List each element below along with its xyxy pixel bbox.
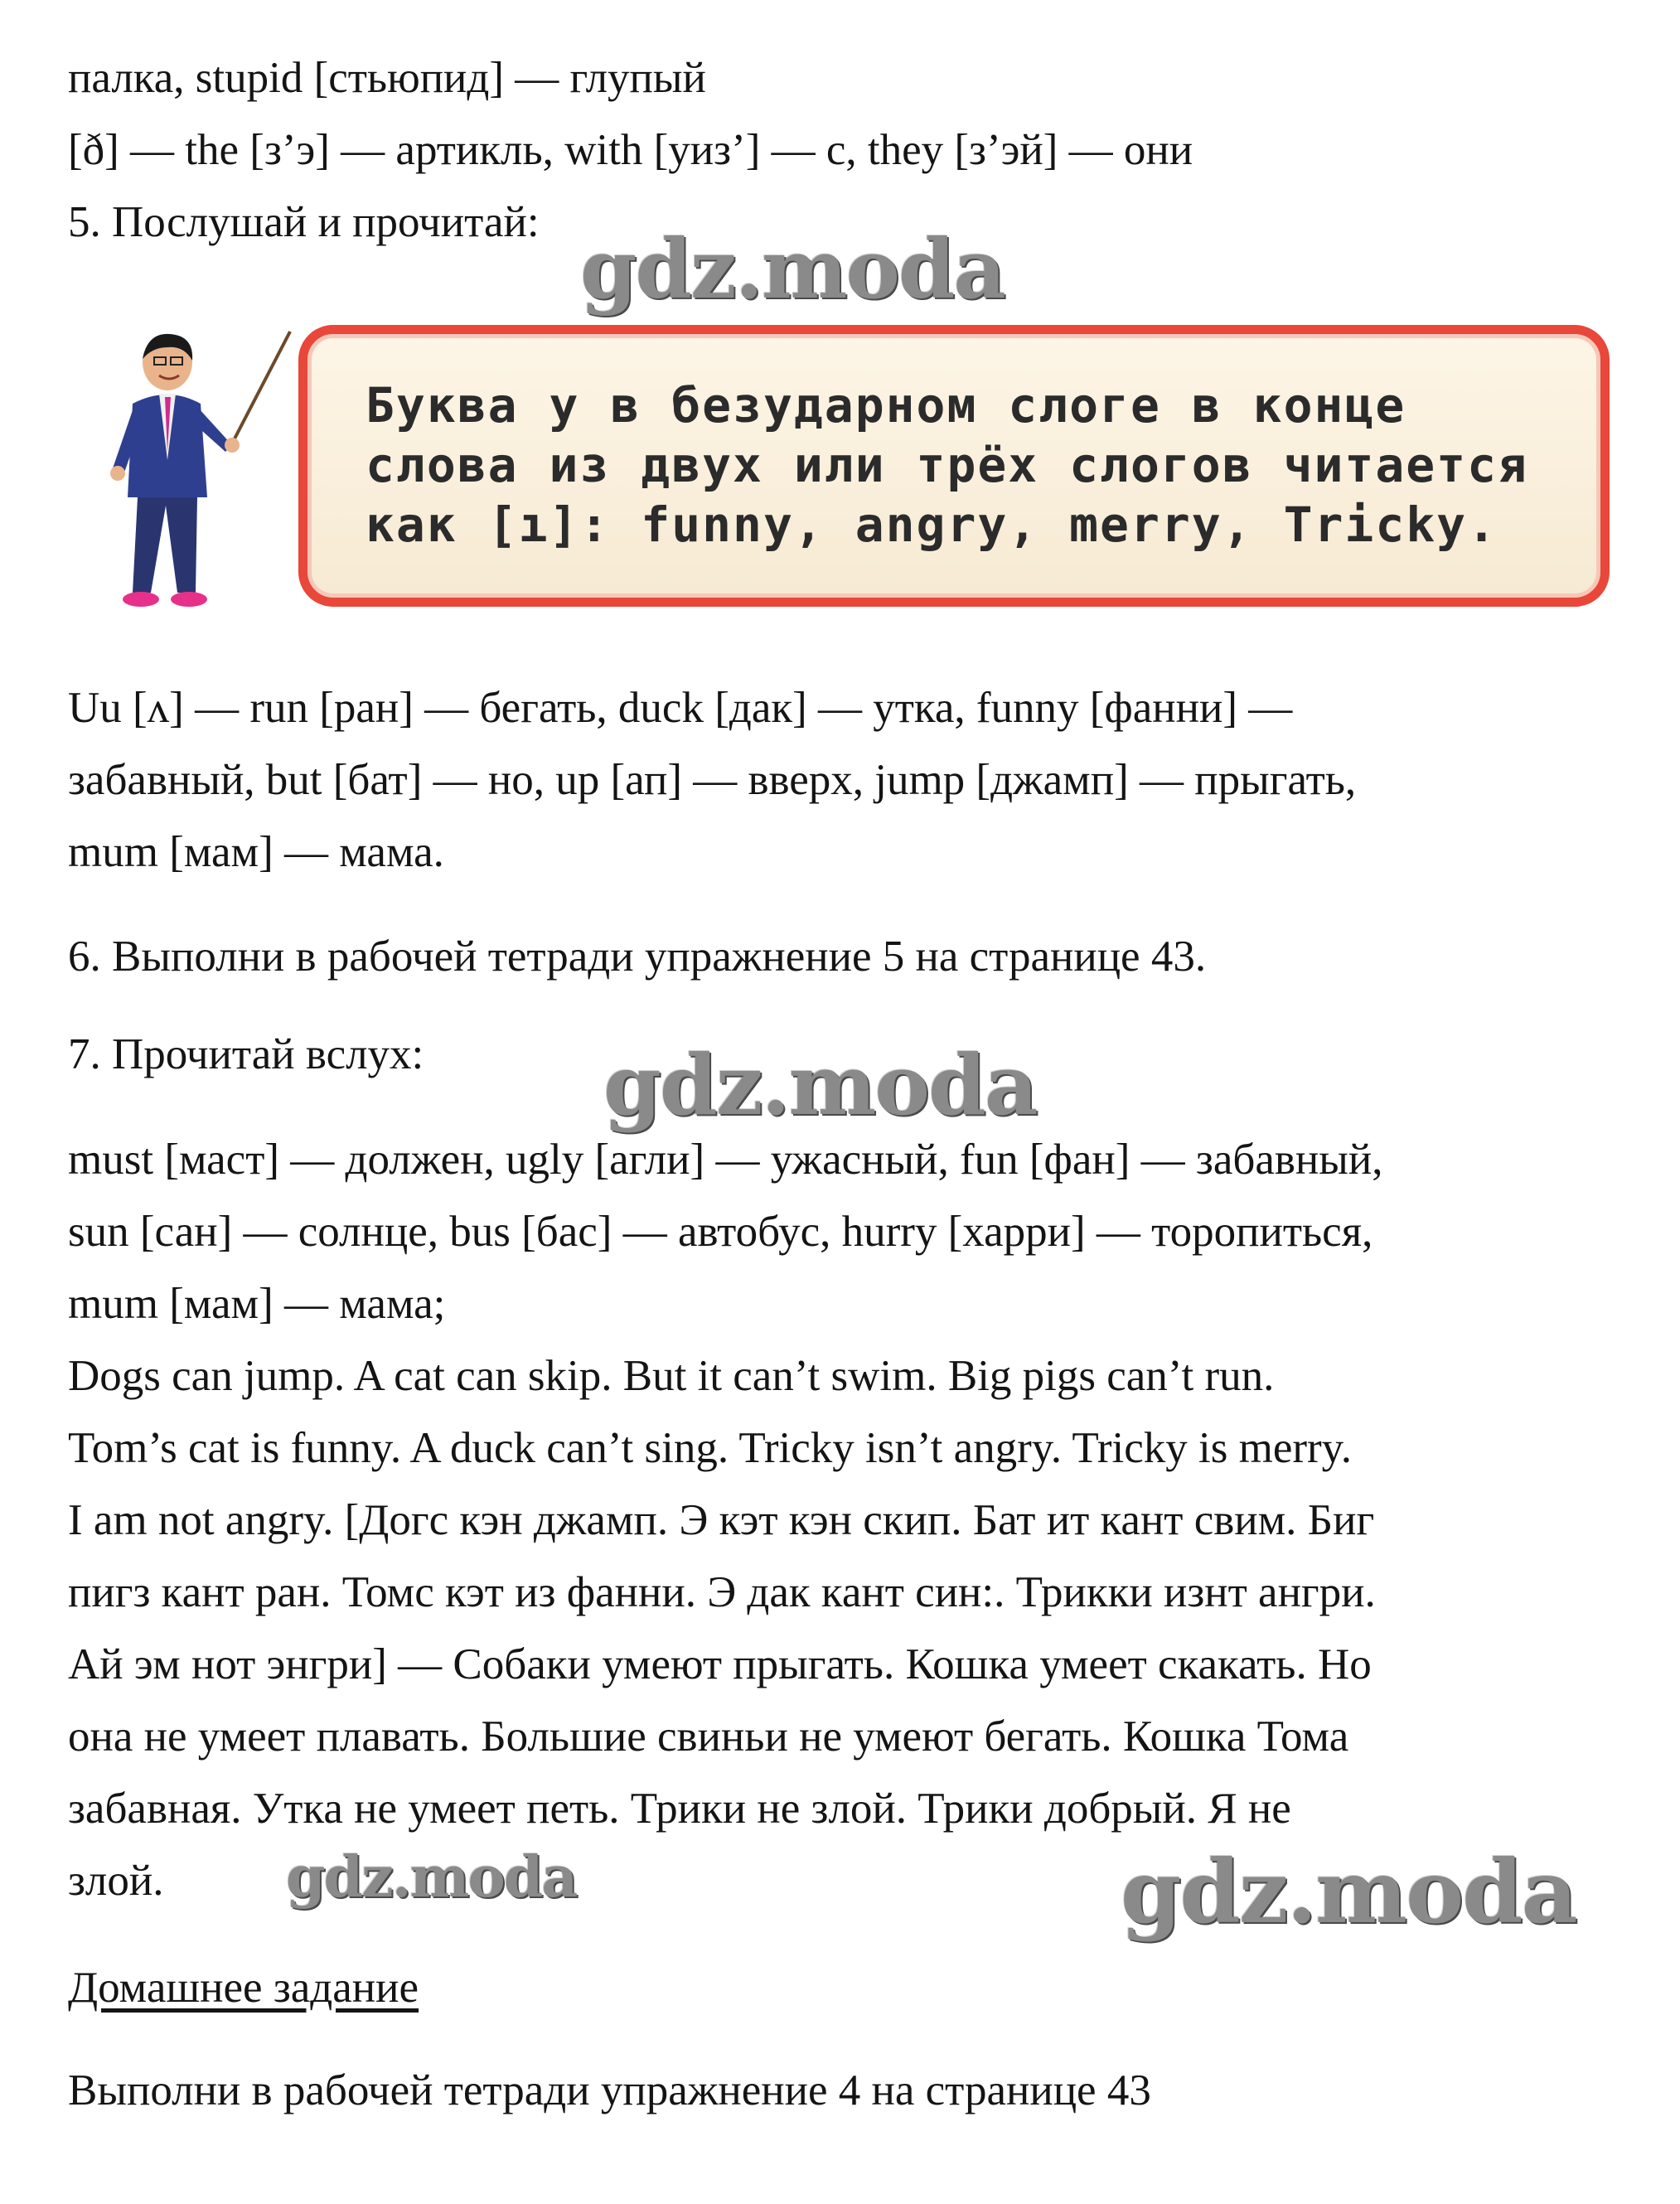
homework-title: Домашнее задание [68,1964,419,2012]
reading-line: Tom’s cat is funny. A duck can’t sing. Tricky isn’t angry. Tricky is merry. [68,1424,1352,1472]
watermark: gdz.moda [603,1036,1037,1134]
rule-box [298,325,1610,607]
task-6: 6. Выполни в рабочей тетради упражнение 5 на странице 43. [68,932,1207,981]
task-7-heading: 7. Прочитай вслух: [68,1030,424,1078]
rule-line: слова из двух или трёх слогов читается [366,437,1528,493]
reading-line: I am not angry. [Догс кэн джамп. Э кэт кэн скип. Бат ит кант свим. Биг [68,1496,1375,1544]
rule-line: Буква у в безударном слоге в конце [366,377,1406,434]
reading-line: злой. [68,1857,164,1905]
rule-line: как [ı]: funny, angry, merry, Tricky. [366,497,1498,553]
watermark: gdz.moda [286,1844,577,1911]
reading-line: пигз кант ран. Томс кэт из фанни. Э дак кант син:. Трикки изнт ангри. [68,1568,1376,1616]
reading-line: Dogs can jump. A cat can skip. But it can’t swim. Big pigs can’t run. [68,1352,1275,1400]
watermark: gdz.moda [580,222,1005,317]
reading-line: забавная. Утка не умеет петь. Трики не злой. Трики добрый. Я не [68,1785,1291,1833]
reading-line: mum [мам] — мама; [68,1280,446,1328]
reading-line: она не умеет плавать. Большие свиньи не умеют бегать. Кошка Тома [68,1712,1349,1761]
task-5-heading: 5. Послушай и прочитай: [68,198,540,246]
reading-line: sun [сан] — солнце, bus [бас] — автобус, hurry [харри] — торопиться, [68,1208,1373,1256]
homework-text: Выполни в рабочей тетради упражнение 4 на странице 43 [68,2066,1151,2114]
text-line-stupid: палка, stupid [стьюпид] — глупый [68,54,706,102]
text-line-th-sound: [ð] — the [з’э] — артикль, with [уиз’] — с, they [з’эй] — они [68,126,1193,174]
text-line-u-sound: mum [мам] — мама. [68,828,444,876]
teacher-illustration [108,327,298,618]
text-line-u-sound: забавный, but [бат] — но, up [ап] — вверх, jump [джамп] — прыгать, [68,756,1357,804]
reading-line: Ай эм нот энгри] — Собаки умеют прыгать. Кошка умеет скакать. Но [68,1640,1372,1688]
reading-line: must [маст] — должен, ugly [агли] — ужасный, fun [фан] — забавный, [68,1136,1383,1184]
watermark: gdz.moda [1121,1840,1576,1943]
text-line-u-sound: Uu [ʌ] — run [ран] — бегать, duck [дак] — утка, funny [фанни] — [68,684,1293,732]
